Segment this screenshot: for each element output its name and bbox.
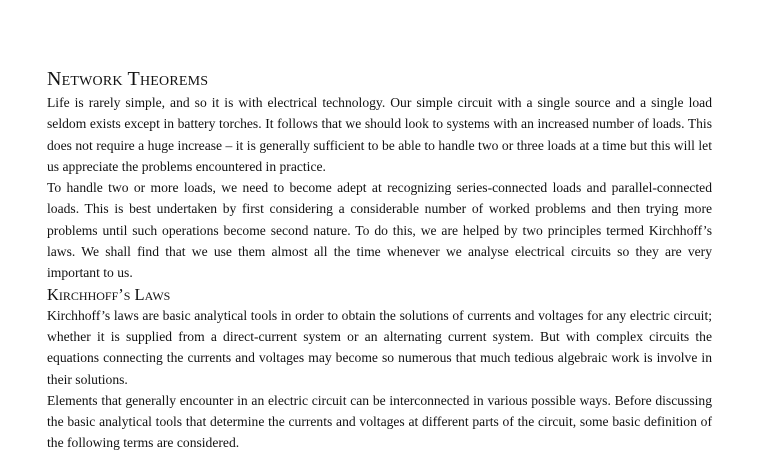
section-heading-wrap bbox=[47, 66, 712, 92]
subsection-paragraph-1: Kirchhoff’s laws are basic analytical tools in order to obtain the solutions of currents and voltages for any electric circuit; whether it is supplied from a direct-current system or an alternating current system. But with complex circuits the equations connecting the currents and voltages may become so numerous that much tedious algebraic work is involve in their solutions. bbox=[47, 307, 712, 387]
document-page bbox=[47, 66, 712, 454]
subsection-heading-wrap bbox=[47, 284, 712, 305]
section-paragraph-2: To handle two or more loads, we need to become adept at recognizing series-connected loads and parallel-connected loads. This is best undertaken by first considering a considerable number of worked problems and then trying more problems until such operations become second nature. To do this, we are helped by two principles termed Kirchhoff’s laws. We shall find that we use them almost all the time whenever we analyse electrical circuits so they are very important to us. bbox=[47, 180, 712, 281]
section-title: Network Theorems bbox=[47, 67, 209, 90]
section-paragraph-1: Life is rarely simple, and so it is with electrical technology. Our simple circuit with a single source and a single load seldom exists except in battery torches. It follows that we should look to systems with an increased number of loads. This does not require a huge increase – it is generally sufficient to be able to handle two or three loads at a time but this will let us appreciate the problems encountered in practice. bbox=[47, 95, 712, 174]
subsection-paragraph-2: Elements that generally encounter in an electric circuit can be interconnected in various possible ways. Before discussing the basic analytical tools that determine the currents and voltages at different parts of the circuit, some basic definition of the following terms are considered. bbox=[47, 392, 712, 451]
subsection-title: Kirchhoff’s Laws bbox=[47, 284, 171, 304]
